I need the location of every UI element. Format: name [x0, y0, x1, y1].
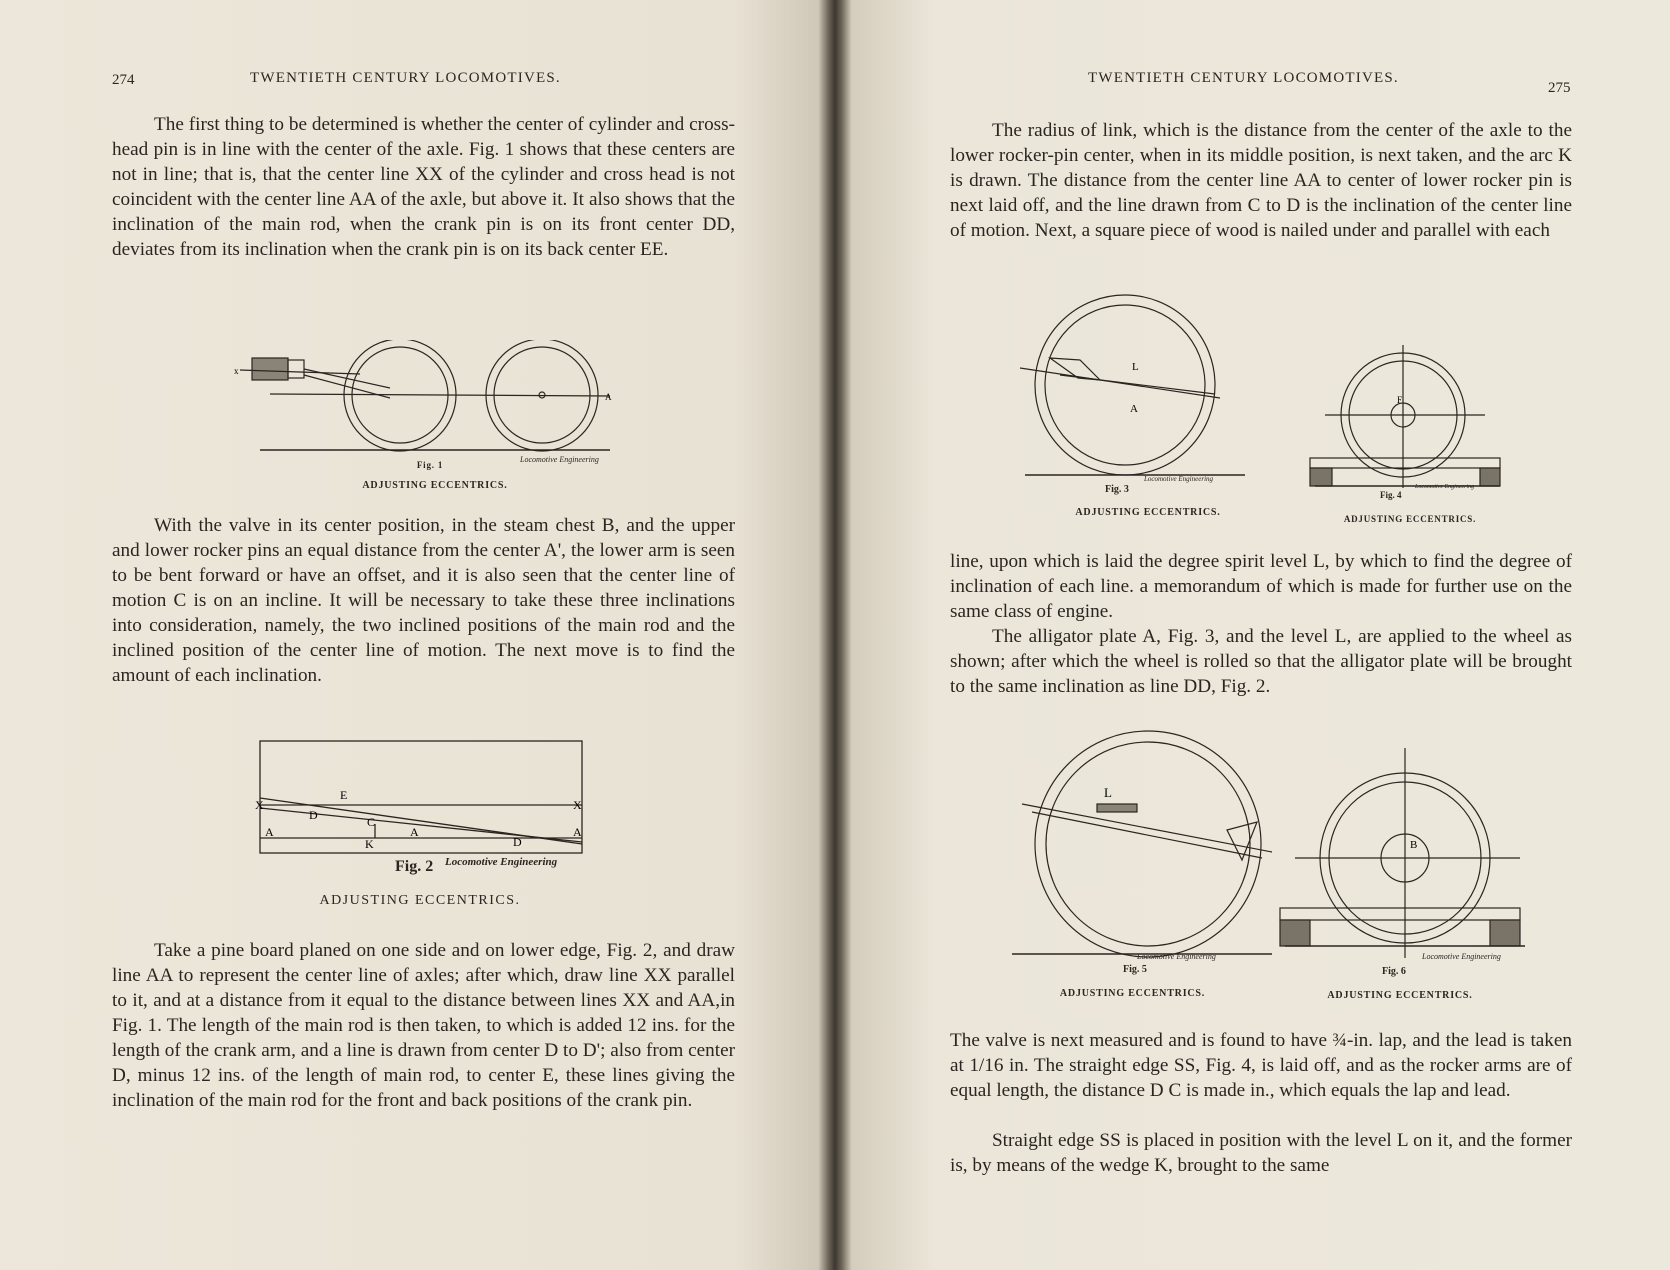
svg-text:L: L — [1132, 361, 1139, 373]
svg-text:X: X — [255, 798, 264, 812]
paragraph: Take a pine board planed on one side and on lower edge, Fig. 2, and draw line AA to represent the center line of axles; after which, draw line XX parallel to it, and at a distance from it equal to the distance between lines XX and AA,in Fig. 1. The length of the main rod is then taken, to which is added 12 ins. for the length of the crank arm, and a line is drawn from center D to D'; also from center D, minus 12 ins. of the length of main rod, to center E, these lines giving the inclination of the main rod for the front and back positions of the crank pin. — [112, 940, 735, 1111]
page-number: 275 — [1548, 80, 1571, 96]
paragraph: Straight edge SS is placed in position with the level L on it, and the former is, by means of the wedge K, brought to the same — [950, 1130, 1572, 1176]
figure-credit: Locomotive Engineering — [1415, 484, 1475, 490]
figure-label: Fig. 1 — [416, 460, 444, 470]
svg-text:A: A — [605, 392, 612, 402]
paragraph: The valve is next measured and is found to have ¾-in. lap, and the lead is taken at 1/16 in. The straight edge SS, Fig. 4, is laid off, and as the rocker arms are of equal length, the distance D C is made in., which equals the lap and lead. — [950, 1030, 1572, 1101]
svg-text:E: E — [340, 788, 348, 802]
figure-credit: Locomotive Engineering — [520, 455, 599, 464]
svg-text:x: x — [234, 366, 239, 376]
figure-4-drawing — [1305, 340, 1505, 490]
svg-text:F: F — [1397, 395, 1403, 405]
figure-3-drawing — [1020, 290, 1260, 490]
svg-text:L: L — [1104, 785, 1112, 800]
paragraph: The alligator plate A, Fig. 3, and the level L, are applied to the wheel as shown; after which the wheel is rolled so that the alligator plate will be brought to the same inclination as line DD, Fig. 2. — [950, 626, 1572, 697]
paragraph: line, upon which is laid the degree spirit level L, by which to find the degree of inclination of each line. a memorandum of which is made for further use on the same class of engine. — [950, 551, 1572, 622]
svg-text:A: A — [573, 825, 582, 839]
figure-caption: ADJUSTING ECCENTRICS. — [1059, 988, 1206, 999]
figure-6-drawing — [1275, 748, 1530, 963]
figure-label: Fig. 5 — [1123, 964, 1147, 975]
paragraph: The radius of link, which is the distance from the center of the axle to the lower rocker-pin center, when in its middle position, is next taken, and the arc K is drawn. The distance from the center line AA to center of lower rocker pin is next laid off, and the line drawn from C to D is the inclination of the center line of motion. Next, a square piece of wood is nailed under and parallel with each — [950, 120, 1572, 241]
page-number: 274 — [112, 72, 135, 88]
figure-credit: Locomotive Engineering — [1137, 952, 1216, 961]
svg-text:C: C — [367, 815, 376, 829]
figure-caption: ADJUSTING ECCENTRICS. — [1343, 514, 1477, 524]
figure-caption: ADJUSTING ECCENTRICS. — [1075, 507, 1221, 518]
figure-caption: ADJUSTING ECCENTRICS. — [362, 480, 508, 491]
figure-5-drawing — [1002, 722, 1292, 962]
running-header: TWENTIETH CENTURY LOCOMOTIVES. — [250, 70, 561, 86]
figure-label: Fig. 2 — [395, 858, 434, 875]
svg-text:A: A — [410, 825, 419, 839]
figure-label: Fig. 4 — [1380, 490, 1402, 500]
figure-label: Fig. 6 — [1382, 966, 1406, 977]
svg-text:X: X — [573, 798, 582, 812]
svg-text:B: B — [1410, 839, 1418, 851]
figure-1-drawing — [230, 340, 620, 460]
right-page — [840, 0, 1670, 1270]
figure-credit: Locomotive Engineering — [445, 856, 558, 868]
figure-caption: ADJUSTING ECCENTRICS. — [1327, 990, 1473, 1001]
paragraph: The first thing to be determined is whether the center of cylinder and cross-head pin is in line with the center of the axle. Fig. 1 shows that these centers are not in line; that is, that the center line XX of the cylinder and cross head is not coincident with the center line AA of the axle, but above it. It also shows that the inclination of the main rod, when the crank pin is on its front center DD, deviates from its inclination when the crank pin is on its back center EE. — [112, 114, 735, 260]
paragraph: With the valve in its center position, in the steam chest B, and the upper and lower rocker pins an equal distance from the center A', the lower arm is seen to be bent forward or have an offset, and it is also seen that the center line of motion C is on an incline. It will be necessary to take these three inclinations into consideration, namely, the two inclined positions of the main rod and the inclined position of the center line of motion. The next move is to find the amount of each inclination. — [112, 515, 735, 686]
left-page — [0, 0, 830, 1270]
svg-text:A: A — [265, 825, 274, 839]
svg-text:A: A — [1130, 403, 1138, 415]
figure-2-drawing — [255, 738, 595, 858]
figure-caption: ADJUSTING ECCENTRICS. — [319, 893, 521, 908]
running-header: TWENTIETH CENTURY LOCOMOTIVES. — [1088, 70, 1399, 86]
figure-label: Fig. 3 — [1105, 484, 1129, 495]
figure-credit: Locomotive Engineering — [1144, 475, 1214, 483]
figure-credit: Locomotive Engineering — [1422, 952, 1501, 961]
svg-text:D: D — [513, 835, 522, 849]
svg-text:K: K — [365, 837, 374, 851]
svg-text:D: D — [309, 808, 318, 822]
